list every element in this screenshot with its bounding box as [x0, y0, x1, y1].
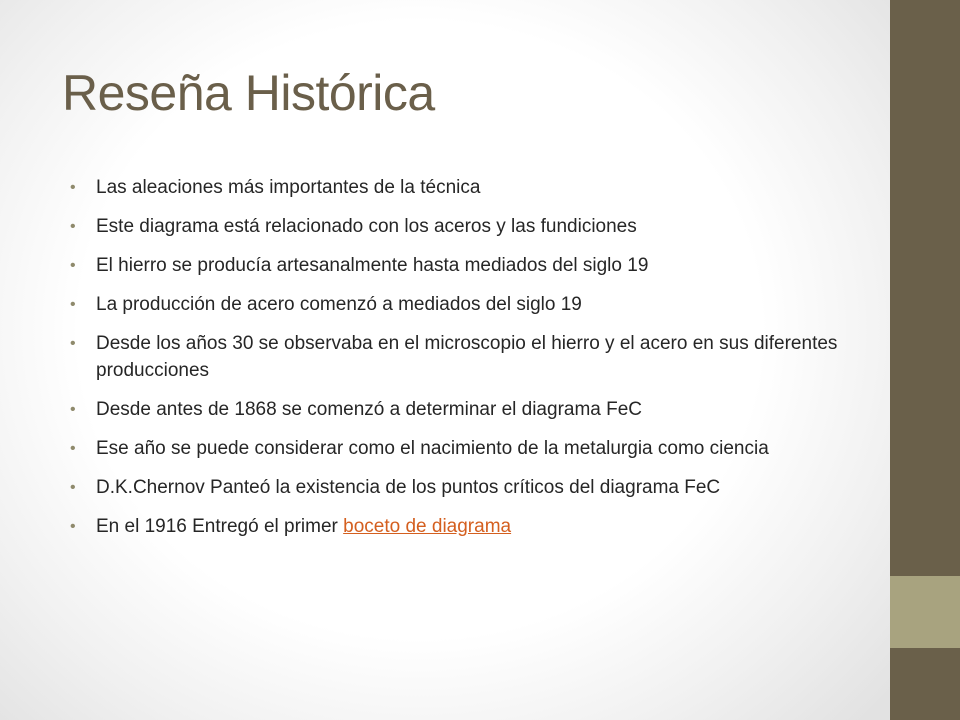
- bullet-item: [70, 174, 850, 201]
- bullet-item: [70, 513, 850, 540]
- bullet-item: [70, 474, 850, 501]
- bullet-icon: •: [70, 296, 76, 313]
- bullet-text: La producción de acero comenzó a mediados del siglo 19: [96, 294, 582, 315]
- bullet-icon: •: [70, 518, 76, 535]
- bullet-text: D.K.Chernov Panteó la existencia de los puntos críticos del diagrama FeC: [96, 477, 721, 498]
- bullet-text: En el 1916 Entregó el primer: [96, 516, 344, 537]
- bullet-icon: •: [70, 479, 76, 496]
- bullet-item: [70, 330, 850, 384]
- side-bar-bottom: [890, 648, 960, 720]
- bullet-item: [70, 396, 850, 423]
- bullet-item: [70, 213, 850, 240]
- bullet-icon: •: [70, 335, 76, 352]
- bullet-icon: •: [70, 218, 76, 235]
- bullet-icon: •: [70, 401, 76, 418]
- bullet-text: Ese año se puede considerar como el nacimiento de la metalurgia como ciencia: [96, 438, 769, 459]
- bullet-list: [70, 174, 850, 552]
- bullet-icon: •: [70, 179, 76, 196]
- side-bar-top: [890, 0, 960, 576]
- bullet-text: Desde antes de 1868 se comenzó a determinar el diagrama FeC: [96, 399, 643, 420]
- bullet-text: Las aleaciones más importantes de la técnica: [96, 177, 481, 198]
- bullet-text: Este diagrama está relacionado con los aceros y las fundiciones: [96, 216, 637, 237]
- bullet-item: [70, 252, 850, 279]
- diagram-sketch-link[interactable]: boceto de diagrama: [343, 516, 512, 537]
- bullet-item: [70, 435, 850, 462]
- bullet-text: El hierro se producía artesanalmente hasta mediados del siglo 19: [96, 255, 649, 276]
- bullet-icon: •: [70, 440, 76, 457]
- bullet-icon: •: [70, 257, 76, 274]
- bullet-text: Desde los años 30 se observaba en el microscopio el hierro y el acero en sus diferentes producciones: [96, 333, 838, 381]
- slide-title: Reseña Histórica: [62, 65, 435, 121]
- bullet-item: [70, 291, 850, 318]
- side-bar-accent: [890, 576, 960, 648]
